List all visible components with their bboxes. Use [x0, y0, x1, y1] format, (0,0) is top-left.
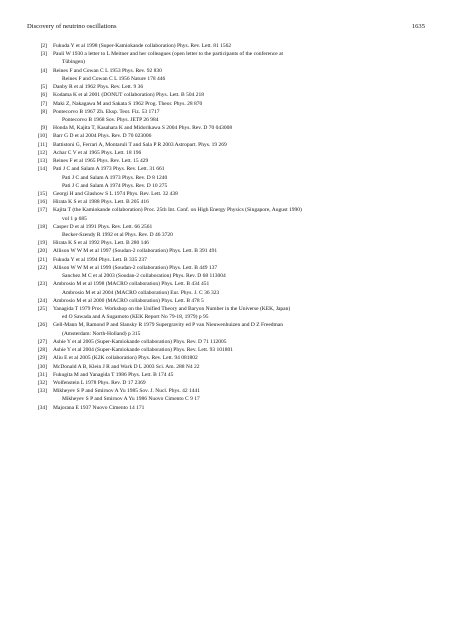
- reference-entry: [27, 50, 427, 66]
- reference-text-line: Mikheyev S P and Smirnov A Yu 1985 Sov. J. Nucl. Phys. 42 1441: [53, 388, 200, 395]
- reference-number: [23]: [37, 281, 47, 288]
- reference-text-line: Ambrosio M et al 2000 (MACRO collaboration) Phys. Lett. B 478 5: [53, 297, 204, 304]
- reference-entry: [27, 379, 427, 387]
- reference-number: [4]: [40, 67, 47, 74]
- reference-text-line: Majorana E 1937 Nuovo Cimento 14 171: [53, 404, 145, 411]
- reference-entry: [27, 305, 427, 321]
- reference-entry: [27, 363, 427, 371]
- reference-number: [14]: [37, 166, 47, 173]
- reference-text-line: Kodama K et al 2001 (DONUT collaboration) Phys. Lett. B 504 218: [53, 92, 204, 99]
- reference-number: [7]: [40, 100, 47, 107]
- reference-entry: [27, 338, 427, 346]
- reference-text-line: Pati J C and Salam A 1973 Phys. Rev. D 8 1240: [62, 174, 168, 181]
- reference-text-line: ed O Sawada and A Sugamoto (KEK Report No 79-18, 1979) p 95: [62, 314, 209, 321]
- reference-number: [10]: [37, 133, 47, 140]
- reference-text-line: Yanagida T 1979 Proc. Workshop on the Unified Theory and Baryon Number in the Universe (KEK, Japan): [53, 306, 291, 312]
- reference-entry: [27, 83, 427, 91]
- reference-text-line: Sanchez M C et al 2003 (Soudan-2 collaboration) Phys. Rev. D 68 113004: [62, 273, 226, 280]
- reference-text-line: Pati J C and Salam A 1973 Phys. Rev. Lett. 31 661: [53, 166, 165, 173]
- reference-number: [32]: [37, 379, 47, 386]
- reference-text-line: Pontecorvo B 1967 Zh. Eksp. Teor. Fiz. 53 1717: [53, 108, 160, 115]
- reference-entry: [27, 91, 427, 99]
- reference-text-line: Reines F and Cowan C L 1956 Nature 178 446: [62, 75, 166, 82]
- reference-entry: [27, 198, 427, 206]
- reference-text-line: Ambrosio M et al 1998 (MACRO collaboration) Phys. Lett. B 434 451: [53, 281, 210, 288]
- reference-number: [2]: [40, 43, 47, 49]
- reference-text-line: Hirata K S et al 1992 Phys. Lett. B 280 146: [53, 240, 149, 247]
- reference-text-line: Fukugita M and Yanagida T 1986 Phys. Lett. B 174 45: [53, 371, 174, 378]
- reference-text-line: Wolfenstein L 1978 Phys. Rev. D 17 2369: [53, 379, 146, 386]
- reference-list: [27, 42, 427, 412]
- reference-text-line: Fukuda Y et al 1998 (Super-Kamiokande collaboration) Phys. Rev. Lett. 81 1562: [53, 43, 232, 49]
- reference-entry: [27, 280, 427, 296]
- reference-entry: [27, 190, 427, 198]
- reference-number: [29]: [37, 355, 47, 362]
- reference-text-line: Reines F et al 1965 Phys. Rev. Lett. 15 429: [53, 158, 149, 165]
- reference-text-line: Georgi H and Glashow S L 1974 Phys. Rev. Lett. 32 438: [53, 190, 178, 197]
- reference-entry: [27, 67, 427, 83]
- reference-entry: [27, 165, 427, 190]
- reference-text-line: Reines F and Cowan C L 1953 Phys. Rev. 92 830: [53, 67, 162, 74]
- reference-text-line: Aliu E et al 2005 (K2K collaboration) Phys. Rev. Lett. 94 081802: [53, 355, 198, 362]
- reference-number: [5]: [40, 84, 47, 91]
- reference-text-line: Barr G D et al 2004 Phys. Rev. D 70 023006: [53, 133, 152, 140]
- reference-text-line: Ashie Y et al 2004 (Super-Kamiokande collaboration) Phys. Rev. Lett. 93 101801: [53, 347, 233, 354]
- reference-text-line: Hirata K S et al 1988 Phys. Lett. B 205 416: [53, 199, 149, 206]
- running-title: Discovery of neutrino oscillations: [27, 23, 117, 30]
- reference-text-line: Tübingen): [62, 59, 85, 66]
- reference-number: [6]: [40, 92, 47, 99]
- reference-text-line: Becker-Szendy R 1992 et al Phys. Rev. D 46 3720: [62, 232, 173, 239]
- reference-number: [30]: [37, 363, 47, 370]
- reference-number: [3]: [40, 51, 47, 58]
- reference-number: [25]: [37, 306, 47, 312]
- reference-text-line: Pontecorvo B 1968 Sov. Phys. JETP 26 984: [62, 116, 159, 123]
- reference-number: [20]: [37, 248, 47, 255]
- reference-number: [34]: [37, 404, 47, 411]
- reference-text-line: Danby R et al 1962 Phys. Rev. Lett. 9 36: [53, 84, 144, 91]
- reference-text-line: Kajita T (the Kamiokande collaboration) Proc. 25th Int. Conf. on High Energy Physics (Singapore, August 1990): [53, 207, 302, 214]
- reference-text-line: Gell-Mann M, Ramond P and Slansky R 1979 Supergravity ed P van Nieuwenhuizen and D Z Freedman: [53, 322, 283, 329]
- reference-text-line: Allison W W M et al 1997 (Soudan-2 collaboration) Phys. Lett. B 391 491: [53, 248, 218, 255]
- reference-entry: [27, 157, 427, 165]
- reference-entry: [27, 354, 427, 362]
- reference-entry: [27, 141, 427, 149]
- reference-number: [18]: [37, 223, 47, 230]
- reference-text-line: McDonald A B, Klein J R and Wark D L 2003 Sci. Am. 288 N4 22: [53, 363, 200, 370]
- reference-entry: [27, 223, 427, 239]
- reference-text-line: Maki Z, Nakagawa M and Sakata S 1962 Prog. Theor. Phys. 28 870: [53, 100, 203, 107]
- reference-text-line: Allison W W M et al 1999 (Soudan-2 collaboration) Phys. Lett. B 449 137: [53, 264, 218, 271]
- reference-text-line: Pauli W 1930 a letter to L Meitner and her colleagues (open letter to the participants of the conference at: [53, 51, 284, 58]
- reference-text-line: Battistoni G, Ferrari A, Montaruli T and Sala P R 2003 Astropart. Phys. 19 269: [53, 141, 227, 148]
- reference-entry: [27, 206, 427, 222]
- reference-number: [28]: [37, 347, 47, 354]
- reference-entry: [27, 239, 427, 247]
- reference-number: [27]: [37, 338, 47, 345]
- reference-entry: [27, 132, 427, 140]
- reference-entry: [27, 149, 427, 157]
- reference-text-line: Ambrosio M et al 2004 (MACRO collaboration) Eur. Phys. J. C 36 323: [62, 289, 220, 296]
- reference-number: [8]: [40, 108, 47, 115]
- reference-entry: [27, 108, 427, 124]
- reference-entry: [27, 100, 427, 108]
- reference-number: [15]: [37, 190, 47, 197]
- reference-text-line: vol 1 p 685: [62, 215, 87, 222]
- reference-entry: [27, 42, 427, 50]
- reference-number: [17]: [37, 207, 47, 214]
- reference-text-line: Mikheyev S P and Smirnov A Yu 1986 Nuovo Cimento C 9 17: [62, 396, 200, 403]
- reference-number: [31]: [37, 371, 47, 378]
- reference-entry: [27, 297, 427, 305]
- running-header: [27, 23, 425, 33]
- reference-number: [24]: [37, 297, 47, 304]
- reference-text-line: Achar C V et al 1965 Phys. Lett. 18 196: [53, 149, 142, 156]
- reference-entry: [27, 124, 427, 132]
- reference-entry: [27, 247, 427, 255]
- reference-number: [13]: [37, 158, 47, 165]
- reference-entry: [27, 256, 427, 264]
- reference-entry: [27, 346, 427, 354]
- reference-text-line: Pati J C and Salam A 1974 Phys. Rev. D 10 275: [62, 182, 168, 189]
- page-number: 1635: [411, 23, 425, 30]
- reference-number: [19]: [37, 240, 47, 247]
- reference-text-line: Ashie Y et al 2005 (Super-Kamiokande collaboration) Phys. Rev. D 71 112005: [53, 338, 227, 345]
- reference-entry: [27, 404, 427, 412]
- reference-entry: [27, 264, 427, 280]
- reference-number: [33]: [37, 388, 47, 395]
- reference-number: [9]: [40, 125, 47, 132]
- reference-text-line: Fukuda Y et al 1994 Phys. Lett. B 335 237: [53, 256, 147, 263]
- reference-number: [26]: [37, 322, 47, 329]
- reference-text-line: Honda M, Kajita T, Kasahara K and Midorikawa S 2004 Phys. Rev. D 70 043008: [53, 125, 233, 132]
- reference-entry: [27, 371, 427, 379]
- reference-text-line: Casper D et al 1991 Phys. Rev. Lett. 66 2561: [53, 223, 153, 230]
- reference-text-line: (Amsterdam: North-Holland) p 315: [62, 330, 141, 337]
- reference-entry: [27, 387, 427, 403]
- reference-number: [11]: [38, 141, 47, 148]
- reference-number: [21]: [37, 256, 47, 263]
- reference-number: [16]: [37, 199, 47, 206]
- reference-number: [12]: [37, 149, 47, 156]
- reference-number: [22]: [37, 264, 47, 271]
- reference-entry: [27, 321, 427, 337]
